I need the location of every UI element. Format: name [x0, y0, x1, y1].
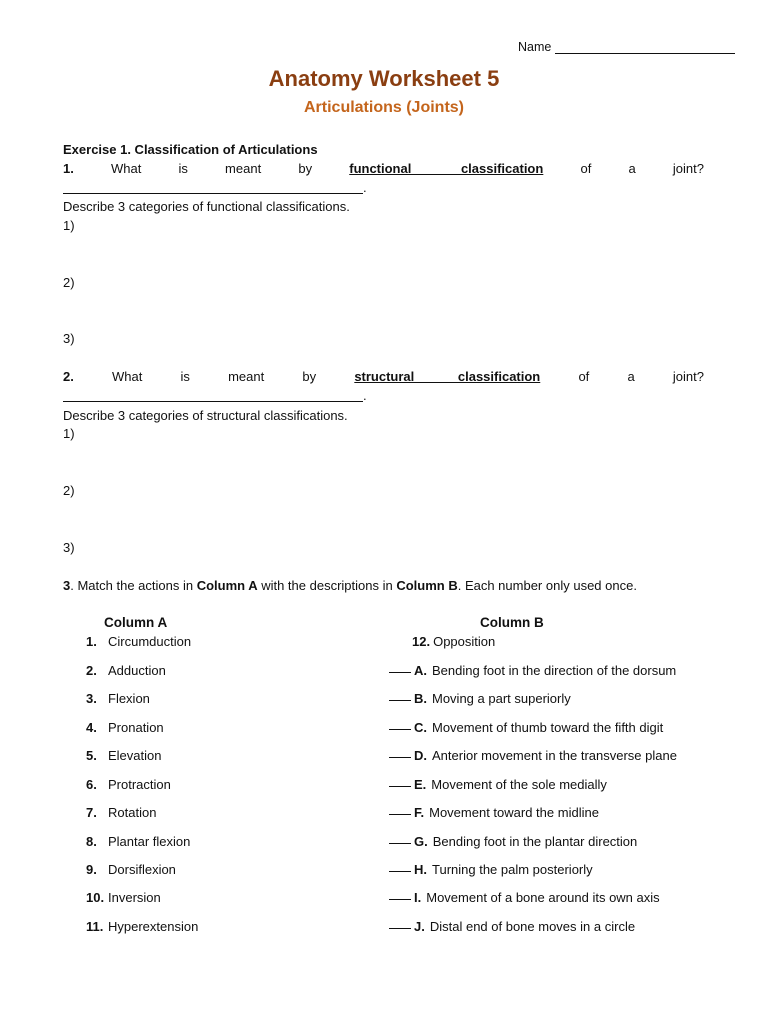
- column-b-text: Bending foot in the direction of the dorsum: [432, 663, 677, 678]
- column-b-letter: H.: [414, 862, 427, 877]
- q1-word: by: [298, 161, 313, 176]
- q3-text-3: . Each number only used once.: [457, 578, 637, 593]
- name-field[interactable]: [518, 40, 735, 54]
- column-a-item: [86, 890, 161, 905]
- column-a-number: 9.: [86, 862, 97, 877]
- q2-period: .: [363, 388, 367, 403]
- q1-word: of: [580, 161, 592, 176]
- q1-item-1: 1): [63, 218, 75, 233]
- column-a-text: Plantar flexion: [108, 834, 191, 849]
- column-a-item: [86, 720, 164, 735]
- q3-text-2: with the descriptions in: [257, 578, 397, 593]
- column-b-letter: I.: [414, 890, 422, 905]
- column-a-number: 6.: [86, 777, 97, 792]
- q2-answer-line[interactable]: [63, 401, 363, 402]
- answer-blank[interactable]: [389, 928, 411, 929]
- q1-item-2: 2): [63, 275, 75, 290]
- answer-blank[interactable]: [389, 899, 411, 900]
- column-b-text: Movement of a bone around its own axis: [426, 890, 660, 905]
- column-b-text: Opposition: [433, 634, 496, 649]
- q1-word: a: [628, 161, 636, 176]
- column-a-text: Inversion: [108, 890, 161, 905]
- column-b-text: Moving a part superiorly: [432, 691, 571, 706]
- q1-underlined-term: functional classification: [349, 161, 544, 176]
- column-b-item: [389, 805, 599, 820]
- q1-item-3: 3): [63, 331, 75, 346]
- q1-describe: Describe 3 categories of functional classifications.: [63, 199, 350, 214]
- q2-word: What: [112, 369, 143, 384]
- q2-word: is: [180, 369, 190, 384]
- column-a-text: Dorsiflexion: [108, 862, 176, 877]
- column-b-number: 12.: [412, 634, 431, 649]
- q2-word: joint?: [672, 369, 704, 384]
- column-b-text: Movement of the sole medially: [431, 777, 607, 792]
- q3-text-1: . Match the actions in: [70, 578, 197, 593]
- column-b-text: Turning the palm posteriorly: [432, 862, 593, 877]
- column-b-item: [389, 720, 663, 735]
- column-a-text: Adduction: [108, 663, 166, 678]
- column-a-number: 2.: [86, 663, 97, 678]
- q1-answer-line[interactable]: [63, 193, 363, 194]
- question-1: [63, 161, 704, 176]
- column-b-letter: F.: [414, 805, 425, 820]
- q2-item-1: 1): [63, 426, 75, 441]
- q2-item-3: 3): [63, 540, 75, 555]
- column-b-letter: D.: [414, 748, 427, 763]
- q1-word: joint?: [672, 161, 704, 176]
- question-2: [63, 369, 704, 384]
- answer-blank[interactable]: [389, 843, 411, 844]
- question-1-number: 1.: [63, 161, 74, 176]
- column-a-text: Flexion: [108, 691, 150, 706]
- column-a-item: [86, 663, 166, 678]
- worksheet-subtitle: Articulations (Joints): [303, 99, 464, 116]
- column-a-item: [86, 862, 176, 877]
- column-a-item: [86, 919, 198, 934]
- column-a-number: 7.: [86, 805, 97, 820]
- column-a-text: Protraction: [108, 777, 171, 792]
- column-a-number: 10.: [86, 890, 105, 905]
- column-a-text: Circumduction: [108, 634, 192, 649]
- column-a-number: 3.: [86, 691, 97, 706]
- answer-blank[interactable]: [389, 672, 411, 673]
- q3-column-b-ref: Column B: [396, 578, 458, 593]
- column-b-item: [389, 691, 571, 706]
- answer-blank[interactable]: [389, 814, 411, 815]
- answer-blank[interactable]: [389, 871, 411, 872]
- column-a-number: 5.: [86, 748, 97, 763]
- column-a-text: Elevation: [108, 748, 162, 763]
- column-b-text: Movement of thumb toward the fifth digit: [432, 720, 664, 735]
- q1-word: is: [178, 161, 188, 176]
- column-b-item: [389, 748, 677, 763]
- column-b-text: Bending foot in the plantar direction: [432, 834, 638, 849]
- column-a-item: [86, 834, 190, 849]
- q1-word: What: [111, 161, 142, 176]
- column-b-item: [389, 890, 660, 905]
- answer-blank[interactable]: [389, 786, 411, 787]
- column-b-item: [389, 777, 607, 792]
- q2-item-2: 2): [63, 483, 75, 498]
- q2-describe: Describe 3 categories of structural classifications.: [63, 408, 348, 423]
- column-b-text: Movement toward the midline: [429, 805, 599, 820]
- column-b-letter: A.: [414, 663, 427, 678]
- q2-word: by: [302, 369, 317, 384]
- column-a-header: Column A: [104, 615, 168, 630]
- column-b-text: Distal end of bone moves in a circle: [429, 919, 636, 934]
- question-3: [63, 578, 637, 593]
- column-a-item: [86, 748, 161, 763]
- column-a-item: [86, 805, 156, 820]
- column-b-letter: G.: [414, 834, 428, 849]
- answer-blank[interactable]: [389, 757, 411, 758]
- exercise-1-title: Exercise 1. Classification of Articulations: [63, 142, 318, 157]
- q2-underlined-term: structural classification: [354, 369, 541, 384]
- name-blank[interactable]: [555, 41, 735, 54]
- name-label: Name: [518, 40, 552, 54]
- column-b-letter: B.: [414, 691, 427, 706]
- column-a-text: Rotation: [108, 805, 157, 820]
- q3-column-a-ref: Column A: [196, 578, 258, 593]
- column-b-item: [389, 862, 593, 877]
- column-a-item: [86, 634, 191, 649]
- column-b-letter: C.: [414, 720, 427, 735]
- column-b-letter: J.: [414, 919, 425, 934]
- column-b-item: [389, 919, 635, 934]
- answer-blank[interactable]: [389, 729, 411, 730]
- column-b-item: [389, 834, 637, 849]
- column-b-text: Anterior movement in the transverse plane: [432, 748, 677, 763]
- column-a-number: 4.: [86, 720, 97, 735]
- q2-word: meant: [228, 369, 265, 384]
- question-3-number: 3: [63, 578, 71, 593]
- column-b-letter: E.: [414, 777, 427, 792]
- answer-blank[interactable]: [389, 700, 411, 701]
- column-a-number: 1.: [86, 634, 97, 649]
- q2-word: a: [627, 369, 635, 384]
- column-a-text: Hyperextension: [108, 919, 199, 934]
- column-a-item: [86, 777, 171, 792]
- question-2-number: 2.: [63, 369, 74, 384]
- q2-word: of: [578, 369, 590, 384]
- column-b-first-item: [412, 634, 495, 649]
- q1-period: .: [363, 180, 367, 195]
- q1-word: meant: [225, 161, 262, 176]
- column-a-item: [86, 691, 150, 706]
- column-a-number: 11.: [86, 919, 104, 934]
- worksheet-title: Anatomy Worksheet 5: [268, 66, 500, 91]
- column-a-text: Pronation: [108, 720, 164, 735]
- column-b-item: [389, 663, 676, 678]
- column-a-number: 8.: [86, 834, 97, 849]
- column-b-header: Column B: [480, 615, 544, 630]
